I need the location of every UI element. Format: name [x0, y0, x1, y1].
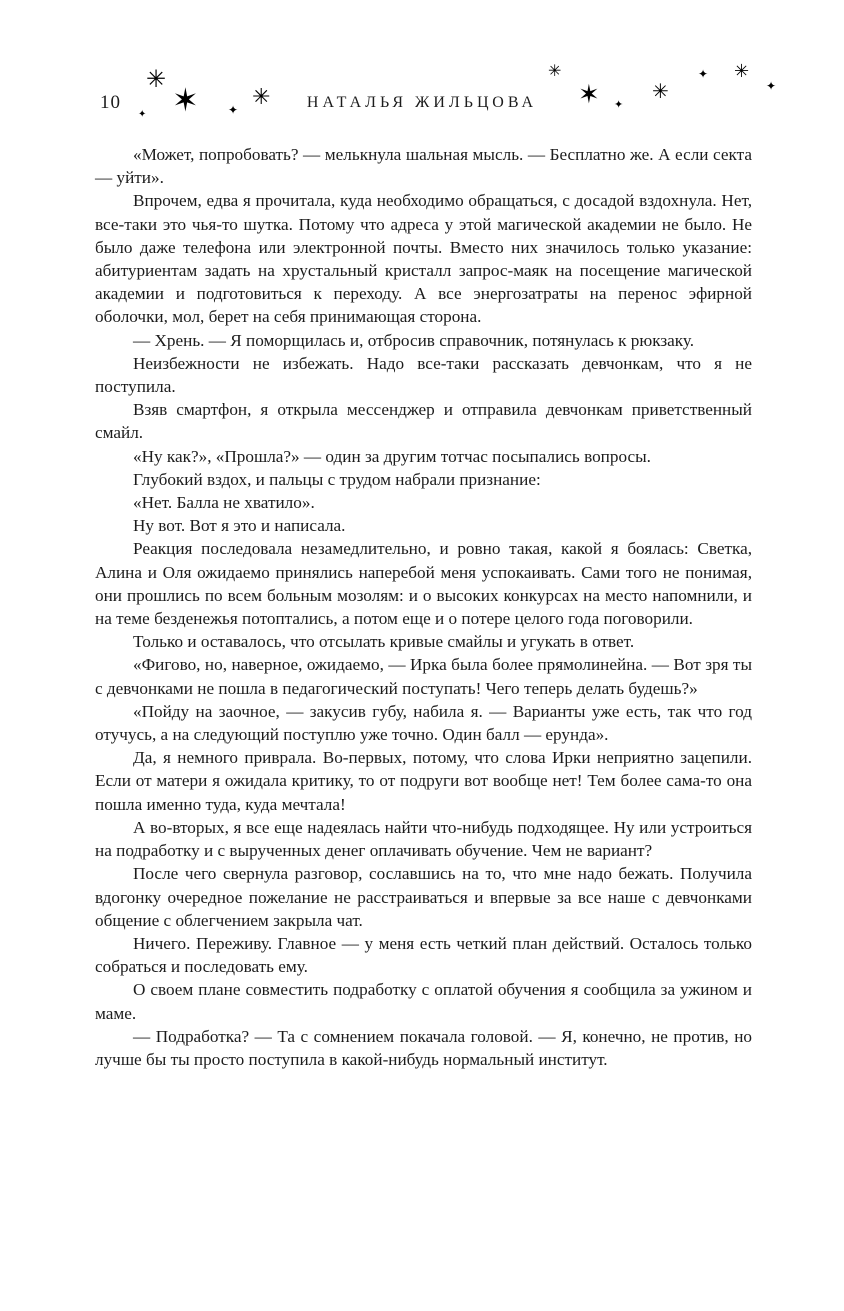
paragraph: Глубокий вздох, и пальцы с трудом набрали признание: — [133, 469, 541, 489]
sparkle-icon: ✶ — [578, 80, 600, 109]
paragraph: «Может, попробовать? — мелькнула шальная мысль. — Бесплатно же. А если секта — уйти». — [95, 145, 752, 188]
sparkle-icon: ✳ — [652, 81, 669, 103]
page-body-text — [95, 143, 752, 1071]
paragraph: Только и оставалось, что отсылать кривые смайлы и угукать в ответ. — [133, 632, 635, 652]
sparkle-icon: ✦ — [766, 79, 777, 93]
paragraph: После чего свернула разговор, сославшись на то, что мне надо бежать. Получила вдогонку очередное пожелание не расстраиваться и впервые за все наше с девчонками общение с облегчением закрыла чат. — [95, 864, 752, 930]
paragraph: — Хрень. — Я поморщилась и, отбросив справочник, потянулась к рюкзаку. — [133, 330, 695, 350]
paragraph: Да, я немного приврала. Во-первых, потому, что слова Ирки неприятно зацепили. Если от матери я ожидала критику, то от подруги вот вообще нет! Тем более сама-то она пошла именно туда, куда мечтала! — [95, 748, 752, 814]
paragraph: Впрочем, едва я прочитала, куда необходимо обращаться, с досадой вздохнула. Нет, все-таки это чья-то шутка. Потому что адреса у этой магической академии не было. Не было даже телефона или электронной почты. Вместо них значилось только указание: абитуриентам задать на хрустальный кристалл запрос-маяк на посещение магической академии и подготовиться к переходу. А все энергозатраты на перенос эфирной оболочки, мол, берет на себя принимающая сторона. — [95, 191, 752, 327]
sparkle-icon: ✳ — [734, 61, 750, 81]
paragraph: «Нет. Балла не хватило». — [133, 493, 315, 513]
paragraph: «Пойду на заочное, — закусив губу, набила я. — Варианты уже есть, так что год отучусь, а на следующий поступлю уже точно. Один балл — ерунда». — [95, 701, 752, 745]
page-number: 10 — [100, 92, 121, 113]
sparkle-icon: ✶ — [172, 82, 199, 118]
paragraph: Взяв смартфон, я открыла мессенджер и отправила девчонкам приветственный смайл. — [95, 400, 752, 443]
author-name: НАТАЛЬЯ ЖИЛЬЦОВА — [306, 94, 538, 111]
paragraph: Реакция последовала незамедлительно, и ровно такая, какой я боялась: Светка, Алина и Оля ожидаемо принялись наперебой меня успокаивать. Сами того не понимая, они прошлись по всем больным мозолям: и о высоких конкурсах на место напомнили, и на теме безденежья потоптались, а потом еще и о потере целого года поговорили. — [95, 539, 752, 629]
paragraph: «Ну как?», «Прошла?» — один за другим тотчас посыпались вопросы. — [133, 446, 651, 466]
paragraph: — Подработка? — Та с сомнением покачала головой. — Я, конечно, не против, но лучше бы ты просто поступила в какой-нибудь нормальный институт. — [95, 1026, 752, 1069]
sparkle-icon: ✳ — [252, 84, 271, 109]
paragraph: Неизбежности не избежать. Надо все-таки рассказать девчонкам, что я не поступила. — [95, 353, 752, 397]
sparkle-icon: ✦ — [698, 67, 709, 81]
sparkle-icon: ✳ — [548, 63, 562, 80]
sparkle-icon: ✦ — [138, 109, 147, 120]
page-header — [0, 61, 844, 136]
paragraph: «Фигово, но, наверное, ожидаемо, — Ирка была более прямолинейна. — Вот зря ты с девчонками не пошла в педагогический поступать! Чего теперь делать будешь?» — [95, 655, 752, 698]
paragraph: Ну вот. Вот я это и написала. — [133, 516, 346, 536]
sparkle-icon: ✳ — [146, 67, 167, 93]
paragraph: О своем плане совместить подработку с оплатой обучения я сообщила за ужином и маме. — [95, 980, 752, 1023]
sparkle-icon: ✦ — [228, 103, 239, 117]
paragraph: Ничего. Переживу. Главное — у меня есть четкий план действий. Осталось только собраться и последовать ему. — [95, 933, 752, 977]
paragraph: А во-вторых, я все еще надеялась найти что-нибудь подходящее. Ну или устроиться на подработку и с вырученных денег оплачивать обучение. Чем не вариант? — [95, 817, 752, 861]
sparkle-icon: ✦ — [614, 99, 624, 111]
